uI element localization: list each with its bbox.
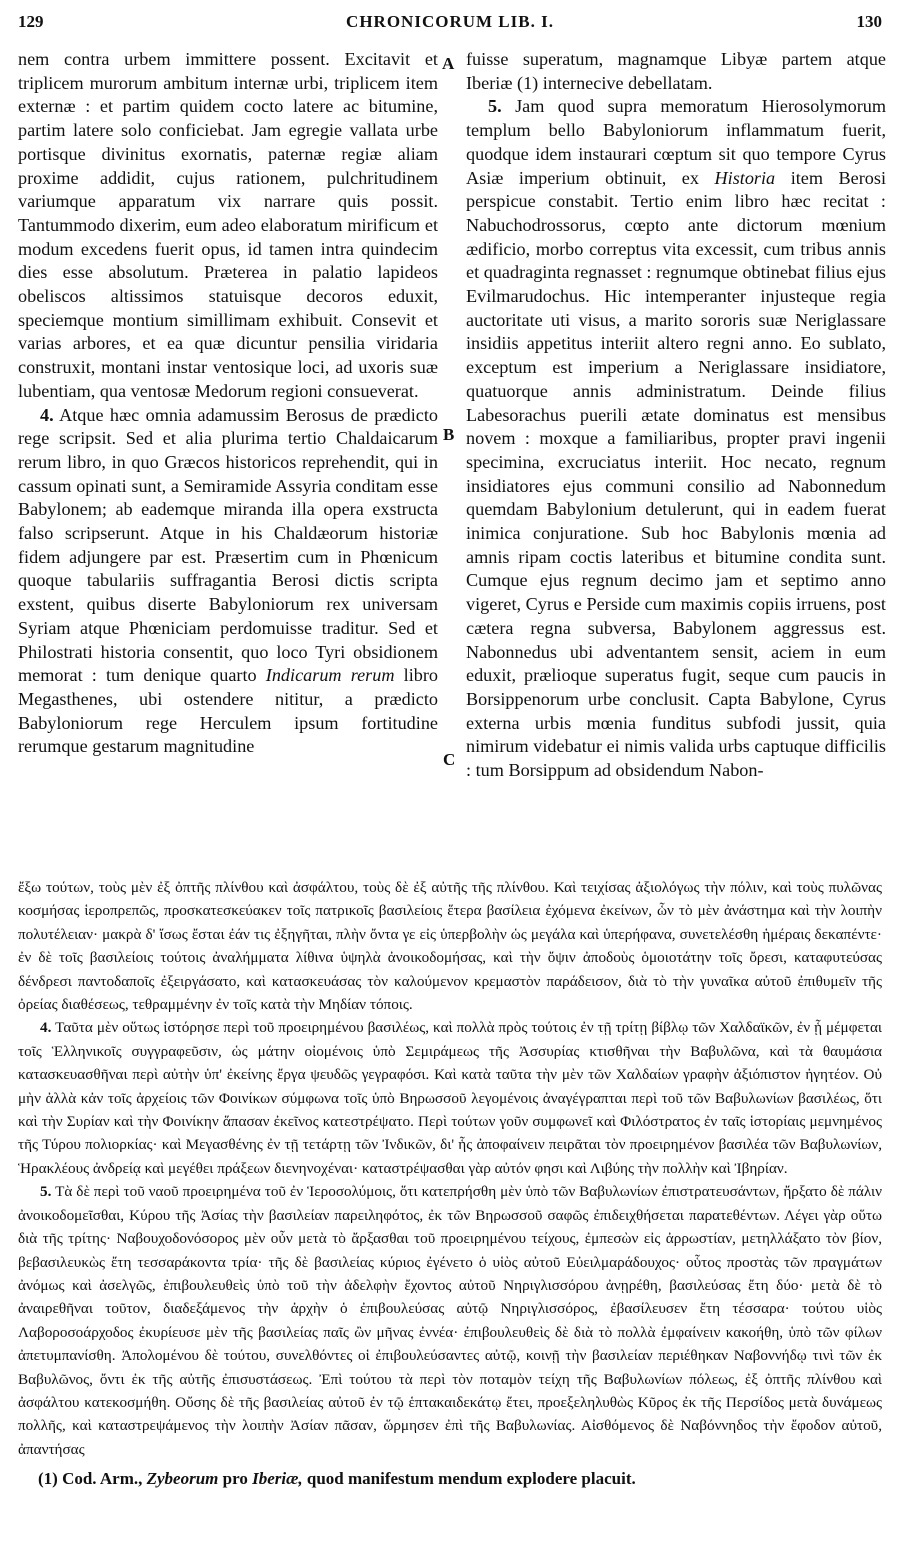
section-number: 5. xyxy=(488,96,502,117)
greek-text-block xyxy=(18,876,882,1461)
section-number: 4. xyxy=(40,1019,52,1037)
section-number: 4. xyxy=(40,404,54,425)
greek-paragraph xyxy=(18,1016,882,1180)
latin-paragraph: fuisse superatum, magnamque Libyæ partem atque Iberiæ (1) internecive debellatam. xyxy=(466,49,886,93)
running-header xyxy=(18,12,882,38)
latin-italic-title: Historia xyxy=(714,167,776,188)
greek-text: Ταῦτα μὲν οὕτως ἱστόρησε περὶ τοῦ προειρημένου βασιλέως, καὶ πολλὰ πρὸς τούτοις ἐν τῇ τρίτῃ βίβλῳ τῶν Χαλδαϊκῶν, ἐν ᾗ μέμφεται τοῖς Ἑλληνικοῖς συγγραφεῦσιν, ὡς μάτην οἰομένοις ὑπὸ Σεμιράμεως τῆς Ἀσσυρίας κτισθῆναι τὴν Βαβυλῶνα, καὶ τὰ θαυμάσια κατασκευασθῆναι περὶ αὐτὴν ὑπ' ἐκείνης ἔργα ψευδῶς γεγραφόσι. Καὶ κατὰ ταῦτα τὴν μὲν τῶν Χαλδαίων γραφὴν ἀξιόπιστον ἡγητέον. Οὐ μὴν ἀλλὰ κἀν τοῖς ἀρχείοις τῶν Φοινίκων σύμφωνα τοῖς ὑπὸ Βηρωσσοῦ λεγομένοις ἀναγέγραπται περὶ τοῦ τῶν Βαβυλωνίων βασιλέως, ὅτι καὶ τὴν Συρίαν καὶ τὴν Φοινίκην ἅπασαν ἐκεῖνος κατεστρέψατο. Περὶ τούτων γοῦν συμφωνεῖ καὶ Φιλόστρατος ἐν ταῖς ἱστορίαις μεμνημένος τῆς Τύρου πολιορκίας· καὶ Μεγασθένης ἐν τῇ τετάρτῃ τῶν Ἰνδικῶν, δι' ἧς ἀποφαίνειν πειρᾶται τὸν προειρημένον βασιλέα τῶν Βαβυλωνίων, Ἡρακλέους ἀνδρείᾳ καὶ μεγέθει πράξεων διενηνοχέναι· καταστρέψασθαι γὰρ αὐτόν φησι καὶ Λιβύης τὴν πολλὴν καὶ Ἰβηρίαν. xyxy=(18,1019,882,1177)
margin-marker-b: B xyxy=(443,425,455,444)
latin-paragraph: nem contra urbem immittere possent. Excitavit et triplicem murorum ambitum internæ urbi, triplicem item externæ : et partim quidem cocto latere ac bitumine, partim latere solo conficiebat. Jam egregie vallata urbe portisque divinitus exornatis, paternæ regiæ aliam proxime addidit, cujus rationem, pulchritudinem variumque apparatum vix narrare quis possit. Tantummodo dixerim, eum adeo elaboratum mirificum et modum excedens fuerit opus, id tamen intra quindecim dies esse absolutum. Præterea in palatio lapideos obeliscos altissimos statuisque decoros eduxit, speciemque montium simillimam exhibuit. Consevit et varias arbores, et ea quæ dicuntur pensilia viridaria construxit, montani instar ventosique loci, ad uxoris suæ lubentiam, qua ventosæ Medorum regioni consueverat. xyxy=(18,49,438,401)
footnote xyxy=(38,1468,878,1490)
latin-column-right xyxy=(466,48,886,783)
greek-text: Τὰ δὲ περὶ τοῦ ναοῦ προειρημένα τοῦ ἐν Ἱεροσολύμοις, ὅτι κατεπρήσθη μὲν ὑπὸ τῶν Βαβυλωνίων ἐπιστρατευσάντων, ἤρξατο δὲ πάλιν ἀνοικοδομεῖσθαι, Κύρου τῆς Ἀσίας τὴν βασιλείαν παρειληφότος, ἐκ τῶν Βηρωσσοῦ σαφῶς ἐπιδειχθήσεται παρατεθέντων. Λέγει γὰρ οὕτω διὰ τῆς τρίτης· Ναβουχοδονόσορος μὲν οὖν μετὰ τὸ ἄρξασθαι τοῦ προειρημένου τείχους, ἐμπεσὼν εἰς ἀρρωστίαν, μετηλλάξατο τὸν βίον, βεβασιλευκὼς ἔτη τεσσαράκοντα τρία· τῆς δὲ βασιλείας κύριος ἐγένετο ὁ υἱὸς αὐτοῦ Εὐειλμαράδουχος· οὗτος προστὰς τῶν πραγμάτων ἀνόμως καὶ ἀσελγῶς, ἐπιβουλευθεὶς ὑπὸ τοῦ τὴν ἀδελφὴν ἔχοντος αὐτοῦ Νηριγλισσόρου ἀνῃρέθη, βασιλεύσας ἔτη δύο· μετὰ δὲ τὸ ἀναιρεθῆναι τοῦτον, διαδεξάμενος τὴν ἀρχὴν ὁ ἐπιβουλεύσας αὐτῷ Νηριγλισσόρος, ἐβασίλευσεν ἔτη τέσσαρα· τούτου υἱὸς Λαβοροσοάρχοδος ἐκυρίευσε μὲν τῆς βασιλείας παῖς ὢν μῆνας ἐννέα· ἐπιβουλευθεὶς δὲ διὰ τὸ πολλὰ ἐμφαίνειν κακοήθη, ὑπὸ τῶν φίλων ἀπετυμπανίσθη. Ἀπολομένου δὲ τούτου, συνελθόντες οἱ ἐπιβουλεύσαντες αὐτῷ, κοινῇ τὴν βασιλείαν περιέθηκαν Ναβοννήδῳ τινὶ τῶν ἐκ Βαβυλῶνος, ὄντι ἐκ τῆς αὐτῆς ἐπισυστάσεως. Ἐπὶ τούτου τὰ περὶ τὸν ποταμὸν τείχη τῆς Βαβυλωνίων πόλεως, ἐξ ὀπτῆς πλίνθου καὶ ἀσφάλτου κατεκοσμήθη. Οὔσης δὲ τῆς βασιλείας αὐτοῦ ἐν τῷ ἑπτακαιδεκάτῳ ἔτει, προεξεληλυθὼς Κῦρος ἐκ τῆς Περσίδος μετὰ δυνάμεως πολλῆς, καὶ καταστρεψάμενος τὴν λοιπὴν Ἀσίαν πᾶσαν, ὥρμησεν ἐπὶ τῆς Βαβυλωνίας. Αἰσθόμενος δὲ Ναβόννηδος τὴν ἔφοδον αὐτοῦ, ἀπαντήσας xyxy=(18,1183,882,1458)
latin-paragraph xyxy=(18,404,438,760)
running-title: CHRONICORUM LIB. I. xyxy=(346,12,554,31)
greek-paragraph: ἔξω τούτων, τοὺς μὲν ἐξ ὀπτῆς πλίνθου καὶ ἀσφάλτου, τοὺς δὲ ἐξ αὐτῆς τῆς πλίνθου. Καὶ τειχίσας ἀξιολόγως τὴν πόλιν, καὶ τοὺς πυλῶνας κοσμήσας ἱεροπρεπῶς, προσκατεσκεύακεν τοῖς πατρικοῖς βασιλείοις ἕτερα βασίλεια ἐχόμενα ἐκείνων, ὧν τὸ μὲν ἀνάστημα καὶ τὴν λοιπὴν πολυτέλειαν· μακρὰ δ' ἴσως ἔσται ἐάν τις ἐξηγῆται, πλὴν ὄντα γε εἰς ὑπερβολὴν ὡς μεγάλα καὶ ὑπερήφανα, συνετελέσθη ἡμέραις δεκαπέντε· ἐν δὲ τοῖς βασιλείοις τούτοις ἀναλήμματα λίθινα ὑψηλὰ ἀνοικοδομήσας, καὶ τὴν ὄψιν ἀποδοὺς ὁμοιοτάτην τοῖς ὄρεσι, καταφυτεύσας δένδρεσι παντοδαποῖς ἐξειργάσατο, καὶ κατασκευάσας τὸν καλούμενον κρεμαστὸν παράδεισον, διὰ τὸ τὴν γυναῖκα αὐτοῦ ἐπιθυμεῖν τῆς ὀρείας διαθέσεως, τεθραμμένην ἐν τοῖς κατὰ τὴν Μηδίαν τόποις. xyxy=(18,879,882,1014)
page-number-right: 130 xyxy=(856,12,882,31)
footnote-text: quod manifestum mendum explodere placuit. xyxy=(306,1469,636,1488)
latin-text: libro Megasthenes, ubi ostendere nititur, a prædicto Babyloniorum rege Herculem ipsum fortitudine rerumque gestarum magnitudine xyxy=(18,665,438,757)
footnote-text: pro xyxy=(222,1469,248,1488)
footnote-italic: Iberiæ, xyxy=(252,1469,303,1488)
section-number: 5. xyxy=(40,1183,52,1201)
margin-marker-c: C xyxy=(443,750,456,769)
footnote-text: (1) Cod. Arm., xyxy=(38,1469,143,1488)
latin-text: item Berosi perspicue constabit. Tertio enim libro hæc recitat : Nabuchodrossorus, cœpto ante dictorum mœnium ædificio, morbo correptus vita excessit, cum tribus annis et quadraginta regnasset : regnumque obtinebat filius ejus Evilmarudochus. Hic intemperanter injusteque regia auctoritate uti visus, a marito sororis suæ Neriglassare insidiis appetitus interiit altero regni anno. Eo sublato, exceptum est imperium a Neriglassare insidiatore, quatuorque annis administratum. Deinde filius Labesorachus puerili ætate dominatus est mensibus novem : moxque a familiaribus, propter pravi ingenii specimina, excruciatus interiit. Hoc necato, regnum insidiatores ejus communi consilio ad Nabonnedum quemdam Babylonium detulerunt, qui in eadem fuerat inimica conjuratione. Sub hoc Babylonis mœnia ad amnis ripam coctis lateribus et bitumine condita sunt. Cumque ejus regnum decimo jam et septimo anno vigeret, Cyrus e Perside cum maximis copiis irruens, post cætera regna subversa, Babylonem aggressus est. Nabonnedus ubi adventantem sensit, aciem in eum eduxit, prælioque superatus fugit, seque cum paucis in Borsippenorum urbe conclusit. Capta Babylone, Cyrus externa urbis mœnia funditus subfodi jussit, quia nimirum videbatur ei nimis valida urbs captuque difficilis : tum Borsippum ad obsidendum Nabon- xyxy=(466,167,887,781)
latin-paragraph xyxy=(466,95,886,782)
greek-paragraph xyxy=(18,1180,882,1461)
latin-text: Atque hæc omnia adamussim Berosus de prædicto rege scripsit. Sed et alia plurima tertio Chaldaicarum rerum libro, in quo Græcos historicos reprehendit, qui in cassum opinati sunt, a Semiramide Assyria conditam esse Babylonem; ab eademque miranda illa opera exstructa falso scripserunt. Atque in his Chaldæorum historiæ fidem adjungere par est. Præsertim cum in Phœnicum quoque tabulariis suffragantia Berosi dictis scripta exstent, quibus diserte Babyloniorum rex universam Syriam atque Phœniciam perdomuisse traditur. Sed et Philostrati historia consentit, quo loco Tyri obsidionem memorat : tum denique quarto xyxy=(18,404,438,686)
latin-italic-title: Indicarum rerum xyxy=(265,665,395,686)
latin-column-left xyxy=(18,48,438,759)
margin-marker-a: A xyxy=(442,54,455,73)
latin-text: Jam quod supra memoratum Hierosolymorum templum bello Babyloniorum inflammatum fuerit, quodque idem instaurari cœptum sit quo tempore Cyrus Asiæ imperium obtinuit, ex xyxy=(466,96,887,188)
footnote-italic: Zybeorum xyxy=(146,1469,219,1488)
page-number-left: 129 xyxy=(18,12,44,31)
